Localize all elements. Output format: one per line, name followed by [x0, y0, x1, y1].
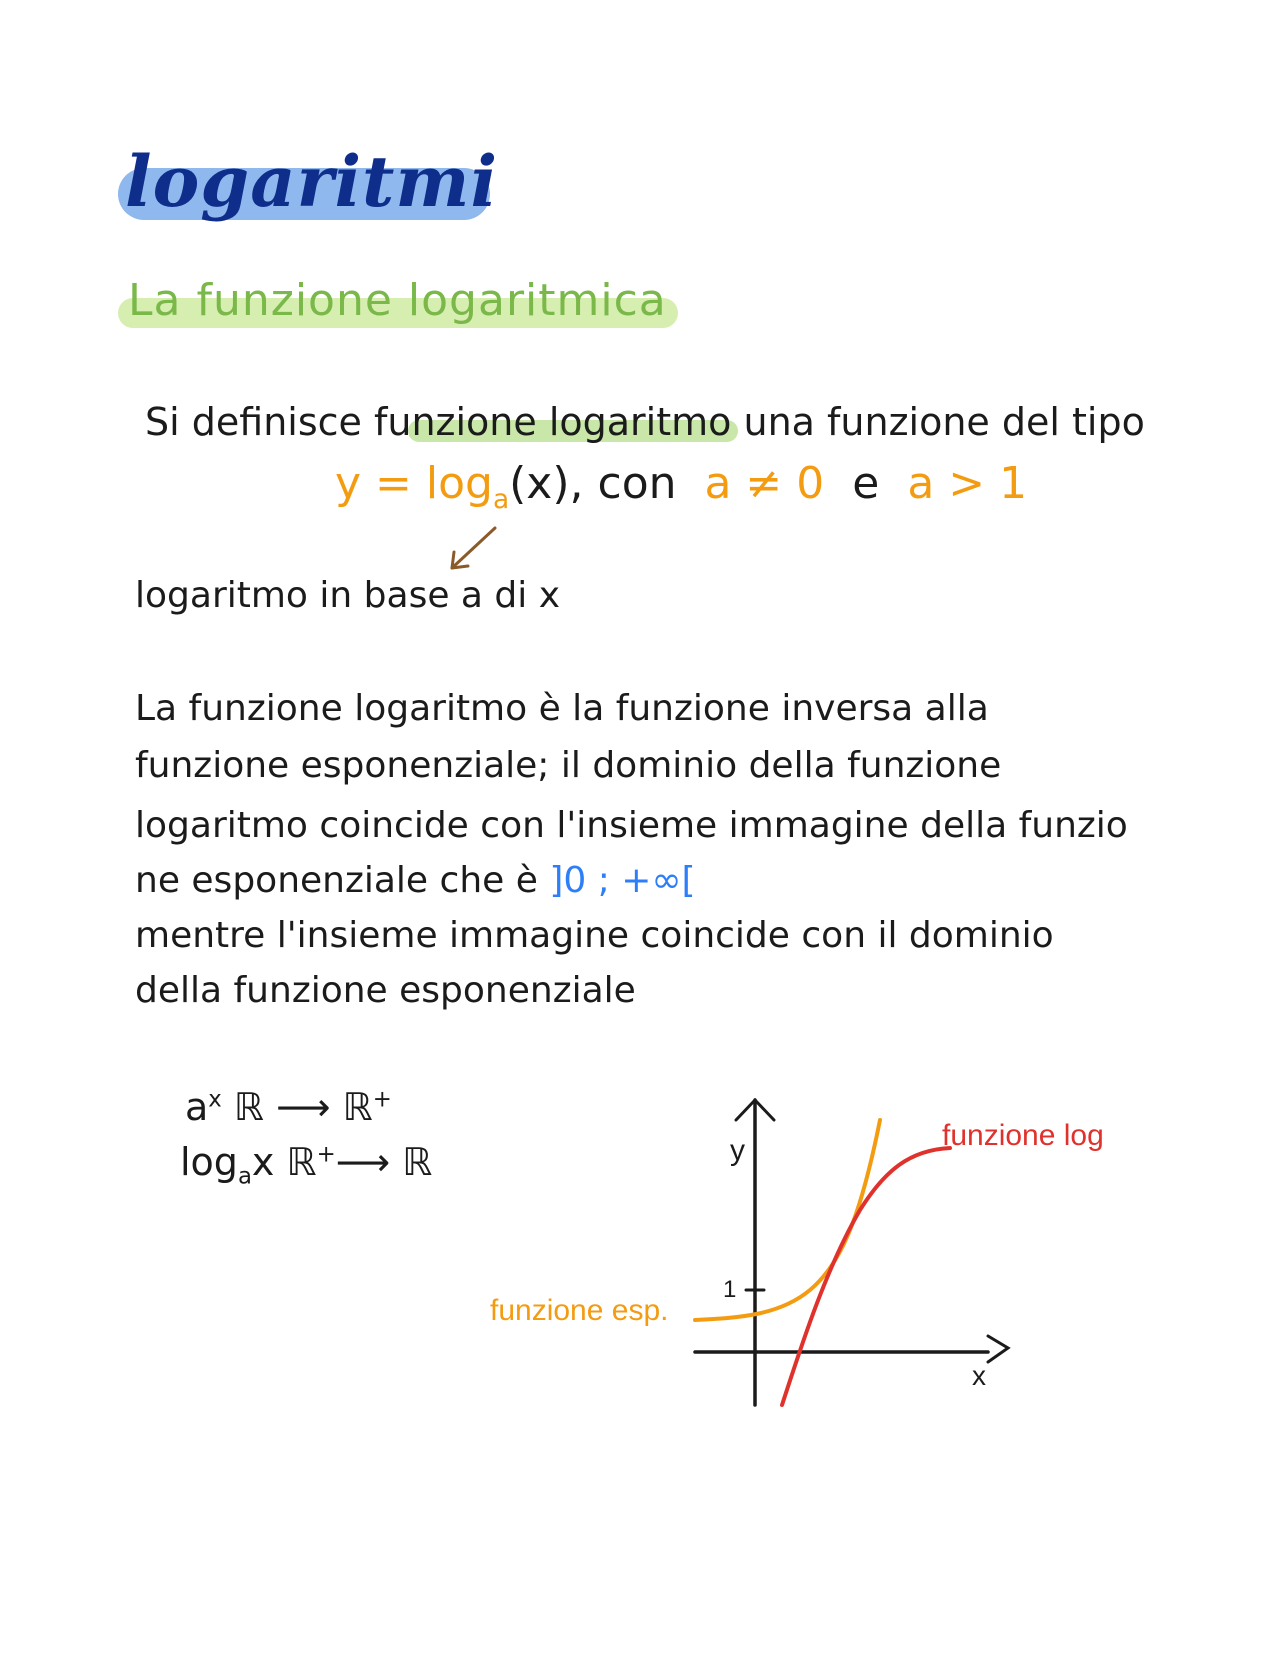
paragraph-line-3: logaritmo coincide con l'insieme immagine della funzio: [135, 805, 1128, 846]
exp-mapping: [185, 1085, 392, 1129]
formula-con: con: [597, 458, 677, 509]
paragraph-line-4-text: ne esponenziale che è: [135, 860, 538, 901]
log-label: funzione log: [942, 1119, 1104, 1152]
formula-cond2: a > 1: [907, 458, 1028, 509]
exp-map: ℝ ⟶ ℝ: [233, 1085, 373, 1129]
log-dom: ℝ: [286, 1140, 317, 1184]
definition-rest: una funzione del tipo: [743, 400, 1145, 444]
log-map-rest: ⟶ ℝ: [335, 1140, 433, 1184]
formula-e: e: [852, 458, 880, 509]
exp-fn: a: [185, 1085, 209, 1129]
x-axis-arrow-icon: [988, 1336, 1008, 1362]
log-fn: log: [180, 1140, 238, 1184]
page-title: logaritmi: [125, 140, 499, 223]
exp-plus: +: [372, 1086, 392, 1113]
codomain-interval: ]0 ; +∞[: [549, 860, 696, 901]
paragraph-line-4: [135, 860, 696, 901]
y-tick-label: 1: [723, 1276, 737, 1303]
formula-line: [335, 458, 1027, 515]
exp-label: funzione esp.: [490, 1294, 669, 1327]
formula-y-log: y = log: [335, 458, 493, 509]
y-axis-label: y: [730, 1134, 745, 1167]
exp-sup: x: [208, 1086, 222, 1113]
base-note: logaritmo in base a di x: [135, 575, 561, 616]
section-subtitle: La funzione logaritmica: [128, 275, 667, 326]
log-sub: a: [237, 1163, 252, 1190]
log-mapping: [180, 1140, 432, 1190]
paragraph-line-2: funzione esponenziale; il dominio della funzione: [135, 745, 1002, 786]
log-x: x: [251, 1140, 275, 1184]
exp-log-graph: [480, 1080, 1104, 1420]
formula-arg: (x),: [509, 458, 584, 509]
definition-line: [145, 400, 1145, 444]
paragraph-line-1: La funzione logaritmo è la funzione inversa alla: [135, 688, 989, 729]
paragraph-line-5: mentre l'insieme immagine coincide con il dominio: [135, 915, 1054, 956]
definition-lead: Si definisce: [145, 400, 362, 444]
paragraph-line-6: della funzione esponenziale: [135, 970, 636, 1011]
x-axis-label: x: [972, 1360, 986, 1391]
log-plus: +: [316, 1141, 336, 1168]
formula-base: a: [492, 483, 510, 515]
definition-term: funzione logaritmo: [374, 400, 732, 444]
base-arrow-icon: [440, 520, 510, 580]
formula-cond1: a ≠ 0: [704, 458, 825, 509]
